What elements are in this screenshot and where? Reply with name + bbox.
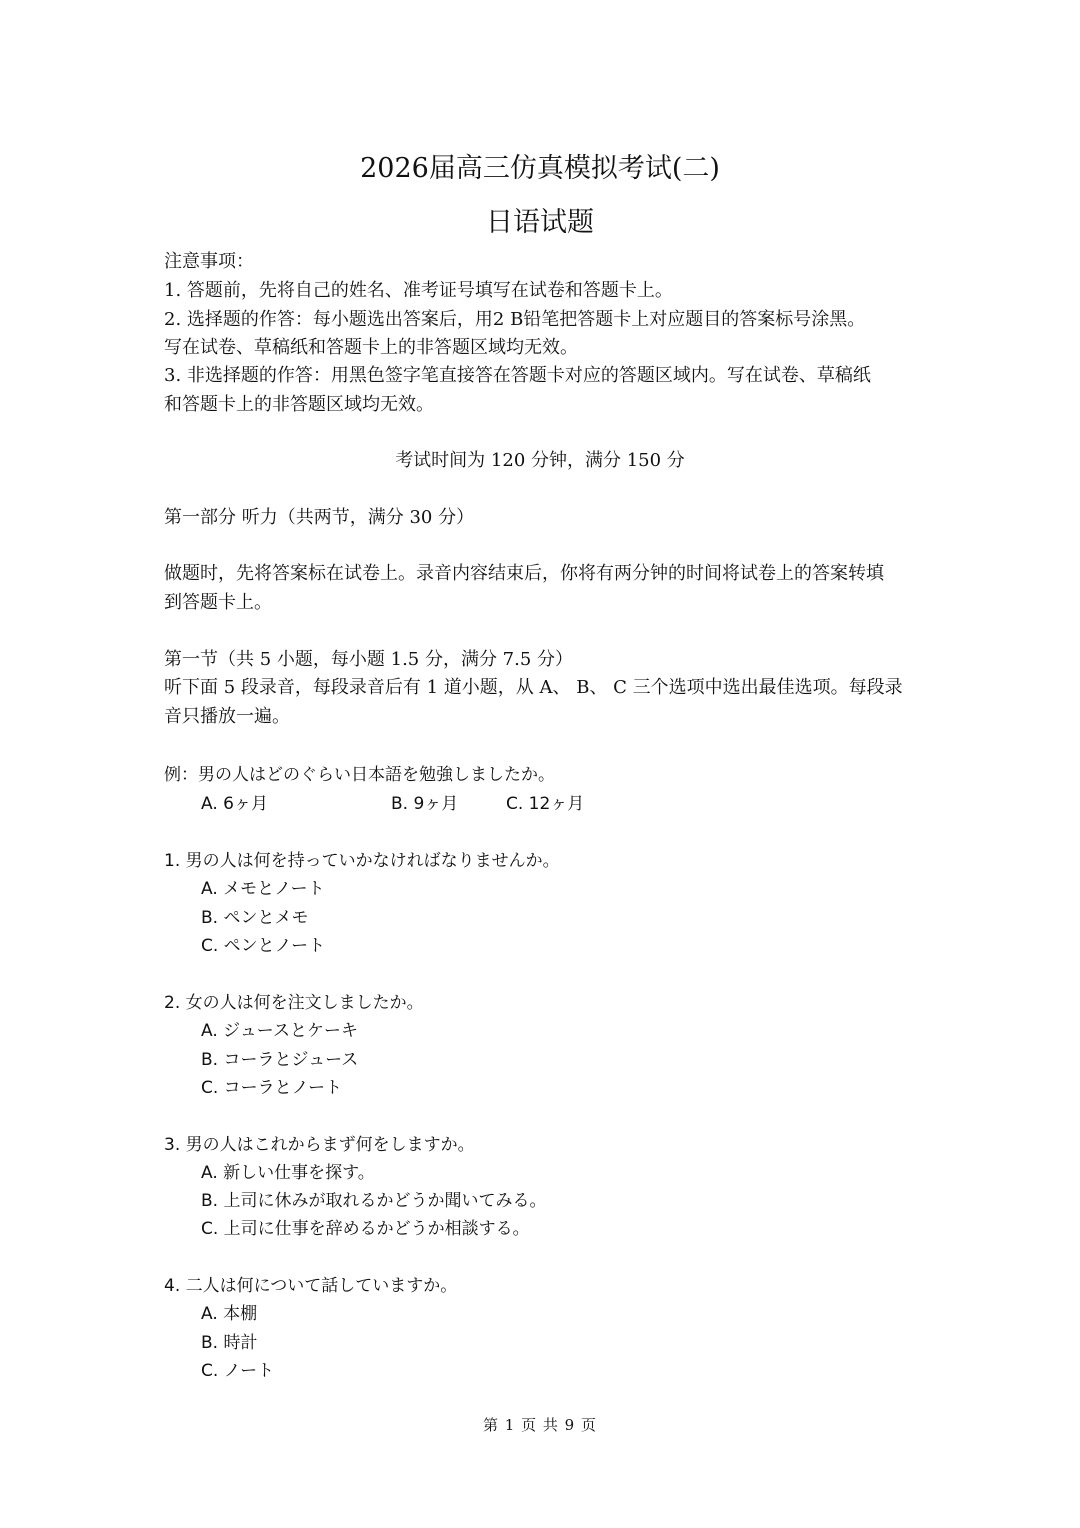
part1-instruction: 做题时，先将答案标在试卷上。录音内容结束后，你将有两分钟的时间将试卷上的答案转填	[164, 563, 884, 584]
example-question: 例：男の人はどのぐらい日本語を勉強しましたか。	[164, 765, 555, 785]
part1-instruction: 到答题卡上。	[164, 592, 272, 613]
exam-title: 2026届高三仿真模拟考试(二)	[360, 153, 720, 184]
question-3-option-c: C. 上司に仕事を辞めるかどうか相談する。	[201, 1219, 530, 1239]
question-2-option-b: B. コーラとジュース	[201, 1050, 359, 1070]
notice-item: 1. 答题前，先将自己的姓名、准考证号填写在试卷和答题卡上。	[164, 280, 673, 301]
section1-instruction: 音只播放一遍。	[164, 706, 290, 727]
question-3-option-a: A. 新しい仕事を探す。	[201, 1163, 375, 1183]
question-3: 3. 男の人はこれからまず何をしますか。	[164, 1135, 475, 1155]
question-4-option-a: A. 本棚	[201, 1304, 258, 1324]
example-option-c: C. 12ヶ月	[506, 794, 585, 814]
exam-subtitle: 日语试题	[486, 207, 594, 238]
question-1-option-a: A. メモとノート	[201, 879, 325, 899]
example-option-b: B. 9ヶ月	[391, 794, 459, 814]
notice-item: 3. 非选择题的作答：用黑色签字笔直接答在答题卡对应的答题区域内。写在试卷、草稿纸	[164, 365, 871, 386]
question-3-option-b: B. 上司に休みが取れるかどうか聞いてみる。	[201, 1191, 547, 1211]
notice-item: 写在试卷、草稿纸和答题卡上的非答题区域均无效。	[164, 337, 578, 358]
section1-heading: 第一节（共 5 小题，每小题 1.5 分，满分 7.5 分）	[164, 649, 574, 670]
example-option-a: A. 6ヶ月	[201, 794, 268, 814]
part1-heading: 第一部分 听力（共两节，满分 30 分）	[164, 507, 475, 528]
question-2-option-c: C. コーラとノート	[201, 1078, 343, 1098]
notice-item: 2. 选择题的作答：每小题选出答案后，用2 B铅笔把答题卡上对应题目的答案标号涂黑。	[164, 309, 866, 330]
notice-item: 和答题卡上的非答题区域均无效。	[164, 394, 434, 415]
question-2-option-a: A. ジュースとケーキ	[201, 1021, 358, 1041]
question-1: 1. 男の人は何を持っていかなければなりませんか。	[164, 851, 560, 871]
page-number: 第 1 页 共 9 页	[483, 1416, 597, 1434]
question-1-option-b: B. ペンとメモ	[201, 908, 309, 928]
question-1-option-c: C. ペンとノート	[201, 936, 326, 956]
question-2: 2. 女の人は何を注文しましたか。	[164, 993, 424, 1013]
question-4-option-c: C. ノート	[201, 1361, 275, 1381]
exam-info: 考试时间为 120 分钟，满分 150 分	[395, 450, 685, 471]
section1-instruction: 听下面 5 段录音，每段录音后有 1 道小题，从 A、 B、 C 三个选项中选出最佳选项。每段录	[164, 677, 903, 698]
question-4-option-b: B. 時計	[201, 1333, 258, 1353]
question-4: 4. 二人は何について話していますか。	[164, 1276, 458, 1296]
notice-heading: 注意事项：	[164, 251, 254, 272]
